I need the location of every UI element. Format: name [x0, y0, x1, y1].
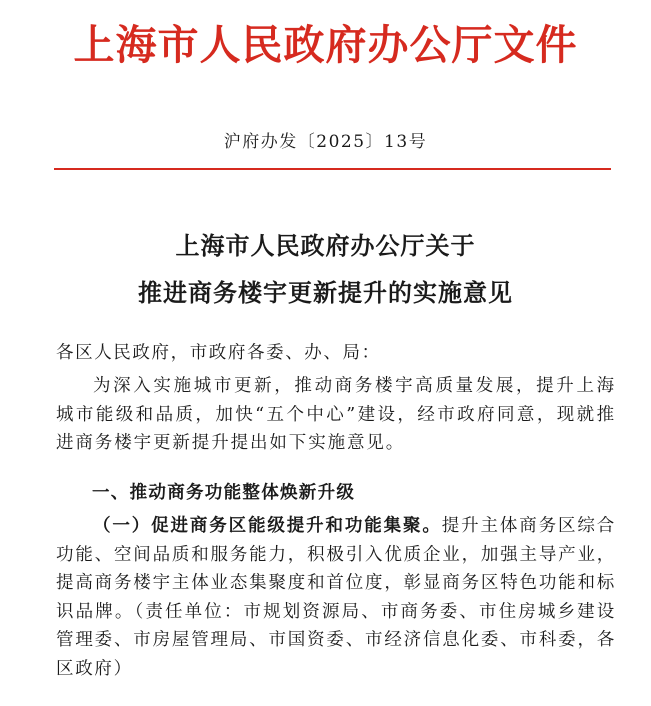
addressee: 各区人民政府，市政府各委、办、局：: [56, 343, 381, 363]
subsection-paragraph-1: [56, 512, 616, 684]
document-number: 沪府办发〔2025〕13号: [223, 132, 428, 152]
section-heading-1: 一、推动商务功能整体焕新升级: [92, 483, 356, 503]
subsection-heading-1: （一）促进商务区能级提升和功能集聚。: [93, 516, 442, 536]
masthead-title: 上海市人民政府办公厅文件: [73, 21, 578, 69]
document-title-line-1: 上海市人民政府办公厅关于: [175, 231, 476, 260]
document-title-line-2: 推进商务楼宇更新提升的实施意见: [138, 278, 513, 307]
subsection-text-1: 提升主体商务区综合功能、空间品质和服务能力，积极引入优质企业，加强主导产业，提高商务楼宇主体业态集聚度和首位度，彰显商务区特色功能和标识品牌。（责任单位：市规划资源局、市商务委、市住房城乡建设管理委、市房屋管理局、市国资委、市经济信息化委、市科委，各区政府）: [56, 516, 616, 679]
intro-paragraph: 为深入实施城市更新，推动商务楼宇高质量发展，提升上海城市能级和品质，加快“五个中心”建设，经市政府同意，现就推进商务楼宇更新提升提出如下实施意见。: [56, 376, 616, 453]
red-divider-line: [54, 168, 611, 170]
